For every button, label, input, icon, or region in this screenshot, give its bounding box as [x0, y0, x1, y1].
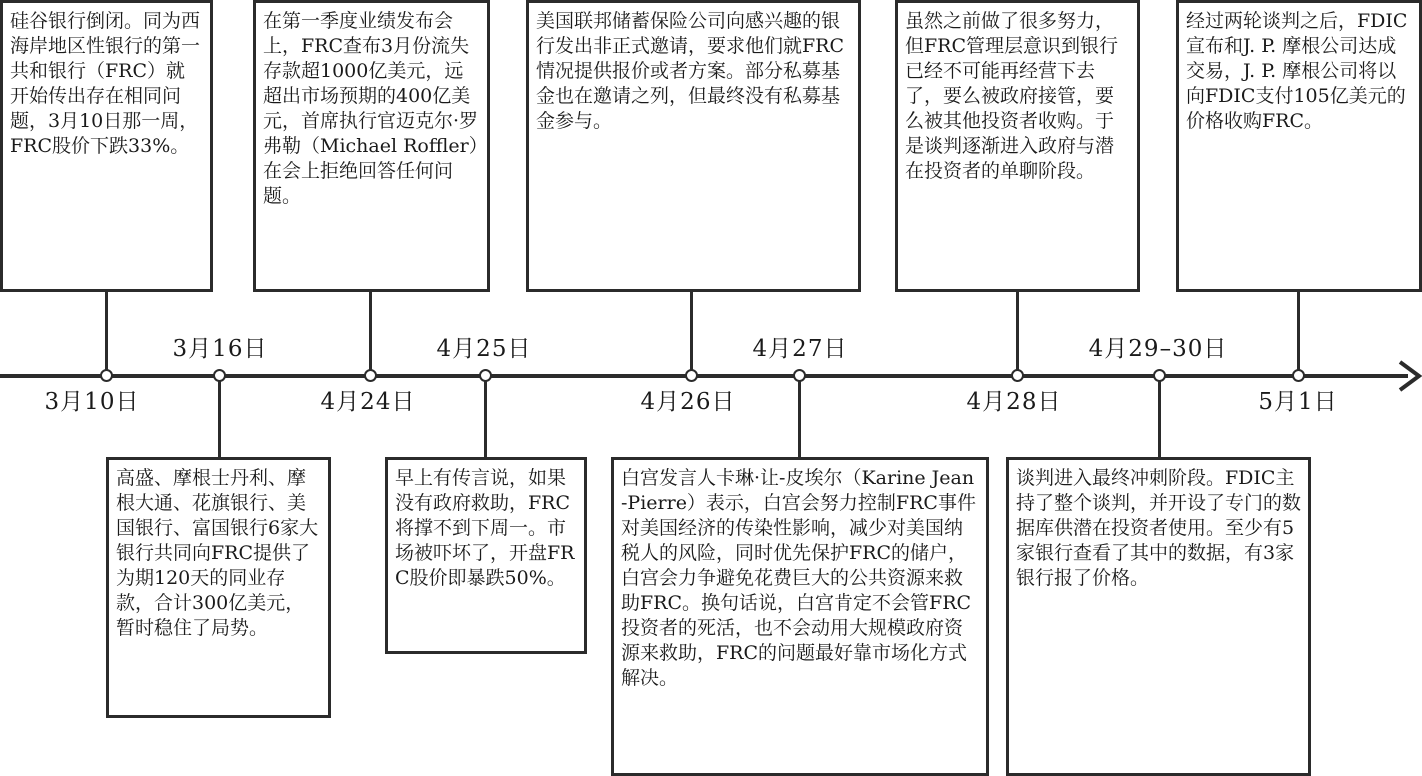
event-card-may1: 经过两轮谈判之后，FDIC宣布和J. P. 摩根公司达成交易，J. P. 摩根公司将以向FDIC支付105亿美元的价格收购FRC。 [1176, 0, 1422, 292]
stem-mar16 [218, 380, 221, 458]
date-label-mar16: 3月16日 [172, 336, 268, 362]
date-label-apr26: 4月26日 [640, 389, 736, 415]
stem-apr25 [484, 380, 487, 458]
event-card-mar16: 高盛、摩根士丹利、摩根大通、花旗银行、美国银行、富国银行6家大银行共同向FRC提供了为期120天的同业存款，合计300亿美元，暂时稳住了局势。 [106, 457, 331, 718]
node-mar10 [100, 369, 113, 382]
axis-arrow-icon [1386, 356, 1422, 396]
event-card-apr24: 在第一季度业绩发布会上，FRC查布3月份流失存款超1000亿美元，远超出市场预期的400亿美元，首席执行官迈克尔·罗弗勒（Michael Roffler）在会上拒绝回答任何问题。 [253, 0, 490, 292]
date-label-mar10: 3月10日 [44, 389, 140, 415]
event-card-apr27: 白宫发言人卡琳·让-皮埃尔（Karine Jean-Pierre）表示，白宫会努力控制FRC事件对美国经济的传染性影响，减少对美国纳税人的风险，同时优先保护FRC的储户，白宫会力争避免花费巨大的公共资源来救助FRC。换句话说，白宫肯定不会管FRC投资者的死活，也不会动用大规模政府资源来救助，FRC的问题最好靠市场化方式解决。 [611, 457, 989, 776]
timeline-axis [0, 374, 1408, 378]
date-label-apr28: 4月28日 [966, 389, 1062, 415]
stem-apr24 [369, 292, 372, 372]
event-card-apr25: 早上有传言说，如果没有政府救助，FRC将撑不到下周一。市场被吓坏了，开盘FRC股价即暴跌50%。 [385, 457, 587, 654]
stem-may1 [1297, 292, 1300, 372]
date-label-may1: 5月1日 [1258, 389, 1338, 415]
event-card-apr29-30: 谈判进入最终冲刺阶段。FDIC主持了整个谈判，并开设了专门的数据库供潜在投资者使用。至少有5家银行查看了其中的数据，有3家银行报了价格。 [1006, 457, 1311, 776]
stem-apr28 [1016, 292, 1019, 372]
stem-apr27 [798, 380, 801, 458]
stem-apr29-30 [1158, 380, 1161, 458]
date-label-apr25: 4月25日 [436, 336, 532, 362]
event-card-apr28: 虽然之前做了很多努力，但FRC管理层意识到银行已经不可能再经营下去了，要么被政府接管，要么被其他投资者收购。于是谈判逐渐进入政府与潜在投资者的单聊阶段。 [895, 0, 1140, 292]
node-apr26 [685, 369, 698, 382]
event-card-apr26: 美国联邦储蓄保险公司向感兴趣的银行发出非正式邀请，要求他们就FRC情况提供报价或者方案。部分私募基金也在邀请之列，但最终没有私募基金参与。 [526, 0, 861, 292]
node-may1 [1292, 369, 1305, 382]
date-label-apr29-30: 4月29–30日 [1088, 336, 1228, 362]
event-card-mar10: 硅谷银行倒闭。同为西海岸地区性银行的第一共和银行（FRC）就开始传出存在相同问题，3月10日那一周，FRC股价下跌33%。 [0, 0, 213, 292]
date-label-apr24: 4月24日 [320, 389, 416, 415]
node-apr24 [364, 369, 377, 382]
date-label-apr27: 4月27日 [752, 336, 848, 362]
node-apr28 [1011, 369, 1024, 382]
stem-mar10 [105, 292, 108, 372]
stem-apr26 [690, 292, 693, 372]
